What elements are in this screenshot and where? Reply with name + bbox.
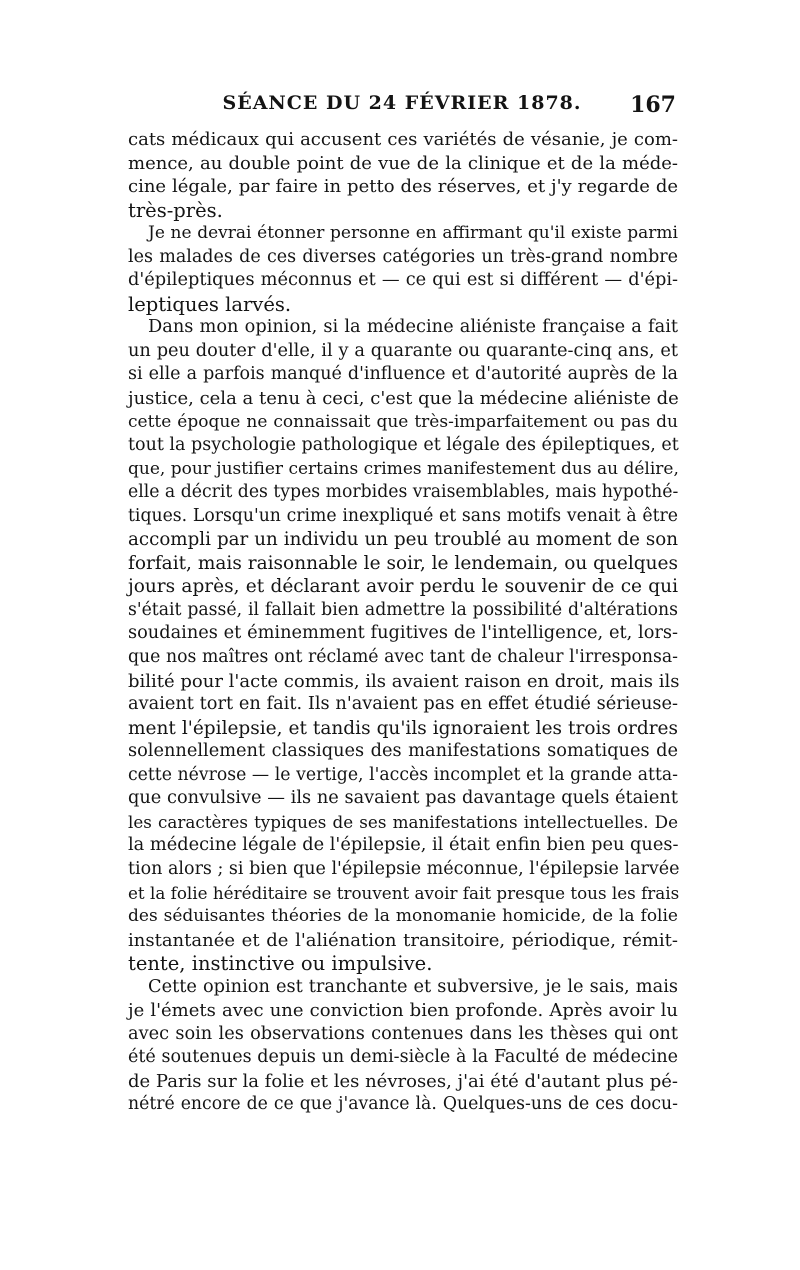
text-line: forfait, mais raisonnable le soir, le lendemain, ou quelques <box>128 552 678 574</box>
text-line: que nos maîtres ont réclamé avec tant de chaleur l'irresponsa- <box>128 647 678 668</box>
text-line: avaient tort en fait. Ils n'avaient pas en effet étudié sérieuse- <box>128 694 678 715</box>
text-line: tout la psychologie pathologique et légale des épileptiques, et <box>128 435 679 456</box>
text-line: les malades de ces diverses catégories un très-grand nombre <box>128 246 678 267</box>
text-line: cine légale, par faire in petto des réserves, et j'y regarde de <box>128 176 678 198</box>
text-line: elle a décrit des types morbides vraisemblables, mais hypothé- <box>128 482 679 503</box>
text-line: Je ne devrai étonner personne en affirmant qu'il existe parmi <box>148 223 678 244</box>
text-line: jours après, et déclarant avoir perdu le souvenir de ce qui <box>128 576 678 598</box>
text-line: tiques. Lorsqu'un crime inexpliqué et sans motifs venait à être <box>128 505 678 526</box>
text-line: leptiques larvés. <box>128 292 292 316</box>
text-line: Dans mon opinion, si la médecine aliéniste française a fait <box>148 317 678 338</box>
text-line: soudaines et éminemment fugitives de l'intelligence, et, lors- <box>128 623 678 644</box>
text-line: instantanée et de l'aliénation transitoire, périodique, rémit- <box>128 929 678 951</box>
text-line: que convulsive — ils ne savaient pas davantage quels étaient <box>128 788 678 809</box>
text-line: je l'émets avec une conviction bien profonde. Après avoir lu <box>128 1000 678 1022</box>
text-line: très-près. <box>128 198 223 222</box>
text-line: que, pour justifier certains crimes manifestement dus au délire, <box>128 458 679 479</box>
text-line: s'était passé, il fallait bien admettre la possibilité d'altérations <box>128 599 678 620</box>
text-line: la médecine légale de l'épilepsie, il était enfin bien peu ques- <box>128 835 679 856</box>
text-line: cats médicaux qui accusent ces variétés de vésanie, je com- <box>128 129 678 150</box>
text-line: été soutenues depuis un demi-siècle à la Faculté de médecine <box>128 1047 678 1068</box>
text-line: de Paris sur la folie et les névroses, j'ai été d'autant plus pé- <box>128 1070 678 1092</box>
text-line: des séduisantes théories de la monomanie homicide, de la folie <box>128 906 678 927</box>
text-line: nétré encore de ce que j'avance là. Quelques-uns de ces docu- <box>128 1094 678 1115</box>
page-number: 167 <box>630 92 676 118</box>
text-line: bilité pour l'acte commis, ils avaient raison en droit, mais ils <box>128 670 680 692</box>
body-text <box>128 128 678 1117</box>
text-line: et la folie héréditaire se trouvent avoir fait presque tous les frais <box>128 882 680 903</box>
text-line: accompli par un individu un peu troublé au moment de son <box>128 529 678 551</box>
text-line: avec soin les observations contenues dans les thèses qui ont <box>128 1023 678 1044</box>
text-line: cette époque ne connaissait que très-imparfaitement ou pas du <box>128 411 678 432</box>
text-line: tente, instinctive ou impulsive. <box>128 952 433 976</box>
text-line: si elle a parfois manqué d'influence et d'autorité auprès de la <box>128 364 678 385</box>
text-line: ment l'épilepsie, et tandis qu'ils ignoraient les trois ordres <box>128 717 678 739</box>
text-line: justice, cela a tenu à ceci, c'est que la médecine aliéniste de <box>128 388 679 410</box>
running-head <box>128 92 676 122</box>
text-line: d'épileptiques méconnus et — ce qui est si différent — d'épi- <box>128 270 678 291</box>
text-line: solennellement classiques des manifestations somatiques de <box>128 741 678 762</box>
running-title: SÉANCE DU 24 FÉVRIER 1878. <box>222 92 582 114</box>
text-line: les caractères typiques de ses manifestations intellectuelles. De <box>128 811 678 832</box>
text-line: un peu douter d'elle, il y a quarante ou quarante-cinq ans, et <box>128 340 678 361</box>
text-line: mence, au double point de vue de la clinique et de la méde- <box>128 152 678 174</box>
text-line: tion alors ; si bien que l'épilepsie méconnue, l'épilepsie larvée <box>128 858 680 879</box>
text-line: Cette opinion est tranchante et subversive, je le sais, mais <box>148 976 678 997</box>
text-line: cette névrose — le vertige, l'accès incomplet et la grande atta- <box>128 764 678 785</box>
